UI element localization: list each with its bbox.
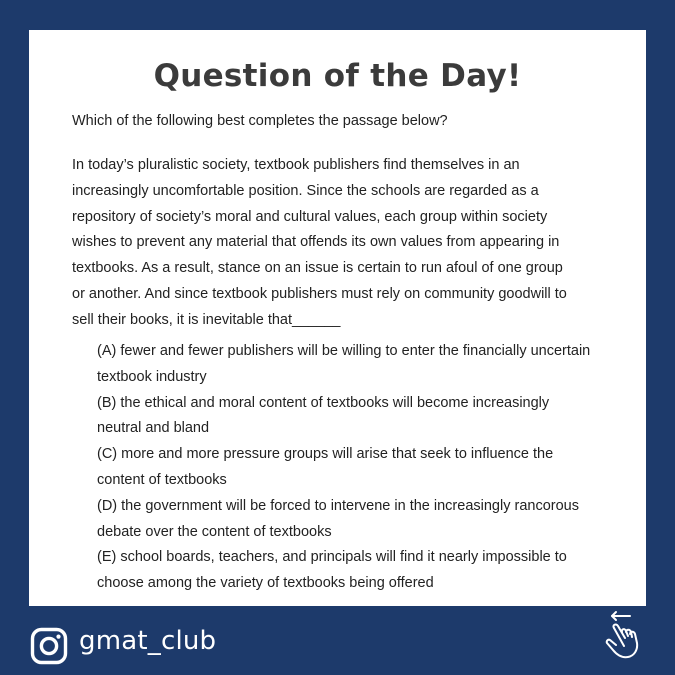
passage-line: increasingly uncomfortable position. Since the schools are regarded as a bbox=[72, 182, 539, 199]
option-a[interactable] bbox=[97, 339, 637, 391]
option-line: content of textbooks bbox=[97, 471, 227, 488]
page-title: Question of the Day! bbox=[153, 58, 522, 94]
option-line: debate over the content of textbooks bbox=[97, 523, 332, 540]
option-line: (A) fewer and fewer publishers will be willing to enter the financially uncertain bbox=[97, 343, 591, 359]
option-d[interactable] bbox=[97, 494, 637, 546]
passage bbox=[72, 153, 632, 334]
option-line: (B) the ethical and moral content of textbooks will become increasingly bbox=[97, 394, 550, 411]
option-line: choose among the variety of textbooks being offered bbox=[97, 575, 434, 592]
option-line: (D) the government will be forced to intervene in the increasingly rancorous bbox=[97, 497, 579, 514]
option-line: (E) school boards, teachers, and principals will find it nearly impossible to bbox=[97, 549, 567, 566]
passage-line: In today’s pluralistic society, textbook publishers find themselves in an bbox=[72, 157, 520, 173]
option-b[interactable] bbox=[97, 391, 637, 443]
option-line: textbook industry bbox=[97, 368, 207, 385]
passage-line: wishes to prevent any material that offends its own values from appearing in bbox=[72, 234, 560, 251]
passage-line: sell their books, it is inevitable that______ bbox=[72, 311, 341, 328]
option-line: (C) more and more pressure groups will arise that seek to influence the bbox=[97, 446, 554, 463]
passage-line: textbooks. As a result, stance on an issue is certain to run afoul of one group bbox=[72, 260, 563, 277]
passage-line: or another. And since textbook publishers must rely on community goodwill to bbox=[72, 285, 567, 302]
social-handle[interactable]: gmat_club bbox=[79, 626, 217, 656]
question-prompt: Which of the following best completes the passage below? bbox=[72, 113, 448, 129]
option-line: neutral and bland bbox=[97, 420, 210, 437]
passage-line: repository of society’s moral and cultural values, each group within society bbox=[72, 208, 548, 225]
swipe-hand-icon[interactable] bbox=[600, 610, 646, 662]
option-c[interactable] bbox=[97, 442, 637, 494]
instagram-icon[interactable] bbox=[30, 627, 68, 665]
answer-options bbox=[97, 339, 637, 597]
option-e[interactable] bbox=[97, 545, 637, 597]
